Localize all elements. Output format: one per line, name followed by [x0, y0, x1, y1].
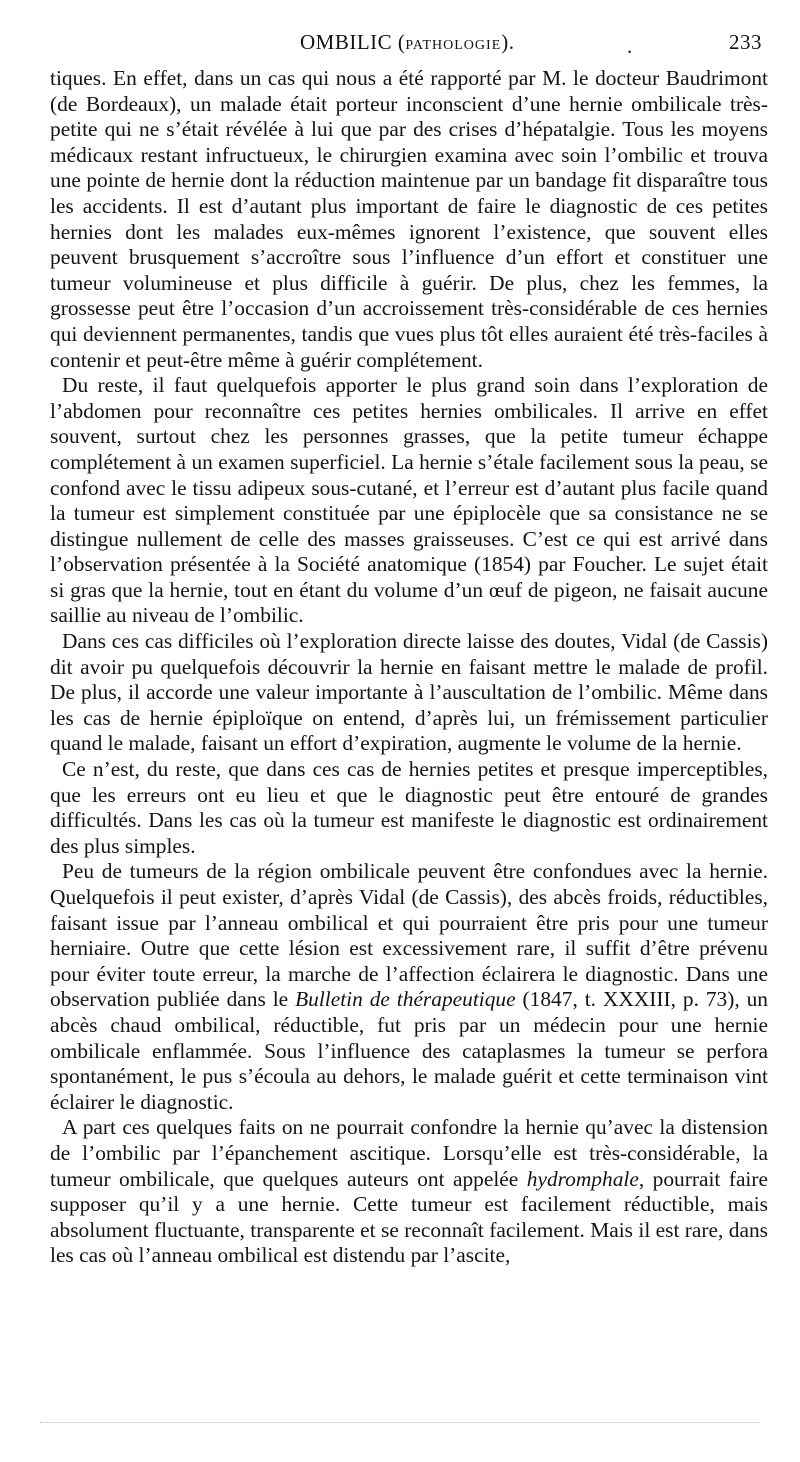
paragraph-text: A part ces quelques faits on ne pourrait confondre la hernie qu’avec la distension de l’ombilic par l’épanchement ascitique. Lorsqu’elle est très-considérable, la tumeur ombilicale, que quelques auteurs ont appelée — [50, 1115, 768, 1191]
header-dot: . — [627, 34, 633, 58]
running-title — [300, 30, 515, 55]
running-header — [0, 30, 800, 60]
journal-title: Bulletin de thérapeutique — [295, 987, 516, 1012]
running-title-paren-open: ( — [397, 30, 406, 54]
running-title-subtitle: PATHOLOGIE — [405, 38, 502, 53]
paragraph: tiques. En effet, dans un cas qui nous a été rapporté par M. le docteur Baudrimont (de Bordeaux), un malade était porteur inconscient d’une hernie ombilicale très-petite qui ne s’était révélée à lui que par des crises d’hépatalgie. Tous les moyens médicaux restant infructueux, le chirurgien examina avec soin l’ombilic et trouva une pointe de hernie dont la réduction maintenue par un bandage fit disparaître tous les accidents. Il est d’autant plus important de faire le diagnostic de ces petites hernies dont les malades eux-mêmes ignorent l’existence, que souvent elles peuvent brusquement s’accroître sous l’influence d’un effort et constituer une tumeur volumineuse et plus difficile à guérir. De plus, chez les femmes, la grossesse peut être l’occasion d’un accroissement très-considérable de ces hernies qui deviennent permanentes, tandis que vues plus tôt elles auraient été très-faciles à contenir et peut-être même à guérir complétement. — [50, 66, 768, 372]
body-text — [50, 66, 768, 1269]
running-title-paren-close: ). — [501, 30, 515, 54]
term-italic: hydromphale — [526, 1166, 639, 1191]
paragraph-text: (1847, t. XXXIII, p. 73), un abcès chaud ombilical, réductible, fut pris par un médecin pour une hernie ombilicale enflammée. Sous l’influence des cataplasmes la tumeur se perfora spontanément, le pus s’écoula au dehors, le malade guérit et cette terminaison vint éclairer le diagnostic. — [50, 987, 769, 1114]
paragraph — [50, 859, 768, 1115]
page-number: 233 — [729, 30, 762, 54]
paragraph-text: Peu de tumeurs de la région ombilicale peuvent être confondues avec la hernie. Quelquefois il peut exister, d’après Vidal (de Cassis), des abcès froids, réductibles, faisant issue par l’anneau ombilical et qui pourraient être pris pour une tumeur herniaire. Outre que cette lésion est excessivement rare, il suffit d’être prévenu pour éviter toute erreur, la marche de l’affection éclairera le diagnostic. Dans une observation publiée dans le — [50, 859, 768, 1012]
paragraph: Dans ces cas difficiles où l’exploration directe laisse des doutes, Vidal (de Cassis) dit avoir pu quelquefois découvrir la hernie en faisant mettre le malade de profil. De plus, il accorde une valeur importante à l’auscultation de l’ombilic. Même dans les cas de hernie épiploïque on entend, d’après lui, un frémissement particulier quand le malade, faisant un effort d’expiration, augmente le volume de la hernie. — [50, 629, 768, 756]
paragraph-text: , pourrait faire supposer qu’il y a une hernie. Cette tumeur est facilement réductible, mais absolument fluctuante, transparente et se reconnaît facilement. Mais il est rare, dans les cas où l’anneau ombilical est distendu par l’ascite, — [50, 1166, 768, 1268]
running-title-main: OMBILIC — [300, 30, 393, 54]
paragraph — [50, 1115, 768, 1269]
paragraph: Ce n’est, du reste, que dans ces cas de hernies petites et presque imperceptibles, que les erreurs ont eu lieu et que le diagnostic peut être entouré de grandes difficultés. Dans les cas où la tumeur est manifeste le diagnostic est ordinairement des plus simples. — [50, 757, 768, 858]
paragraph: Du reste, il faut quelquefois apporter le plus grand soin dans l’exploration de l’abdomen pour reconnaître ces petites hernies ombilicales. Il arrive en effet souvent, surtout chez les personnes grasses, que la petite tumeur échappe complétement à un examen superficiel. La hernie s’étale facilement sous la peau, se confond avec le tissu adipeux sous-cutané, et l’erreur est d’autant plus facile quand la tumeur est simplement constituée par une épiplocèle que sa consistance ne se distingue nullement de celle des masses graisseuses. C’est ce qui est arrivé dans l’observation présentée à la Société anatomique (1854) par Foucher. Le sujet était si gras que la hernie, tout en étant du volume d’un œuf de pigeon, ne faisait aucune saillie au niveau de l’ombilic. — [50, 373, 768, 628]
page-bottom-specks — [40, 1418, 760, 1423]
